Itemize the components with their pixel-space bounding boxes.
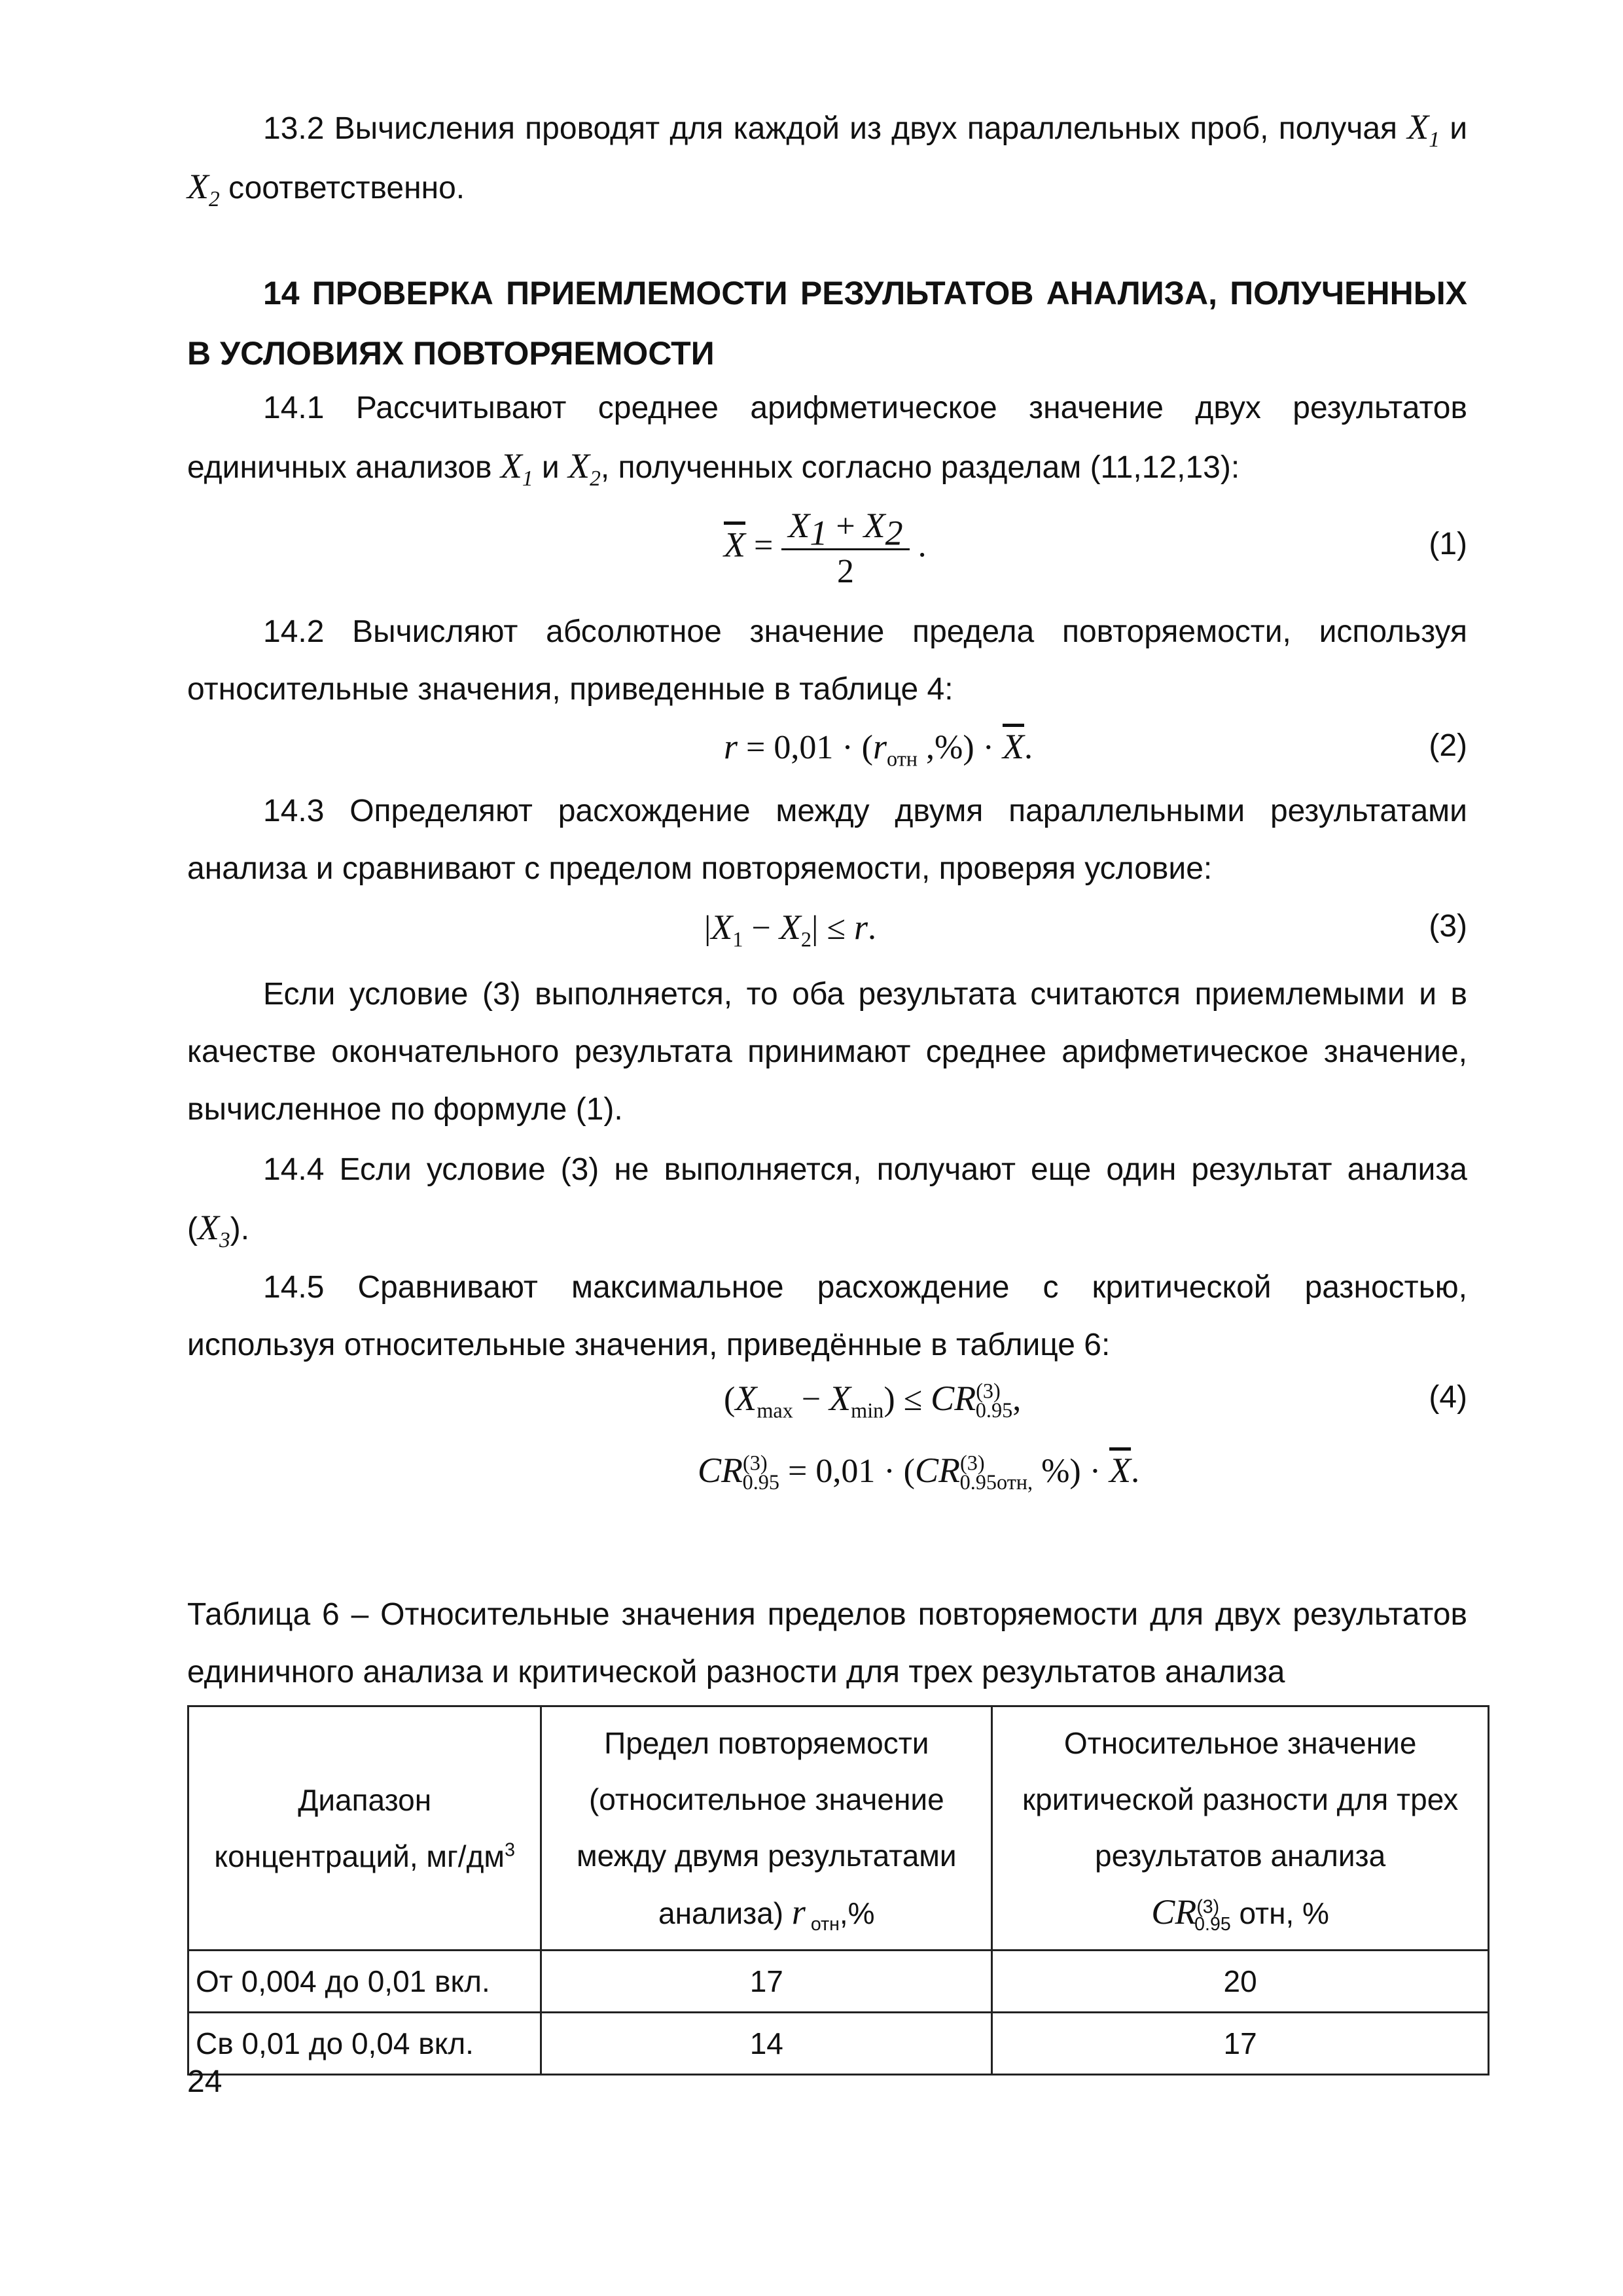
header-repeatability-limit: Предел повторяемости (относительное значение между двумя результатами анализа) r $_{отн}$,% xyxy=(541,1706,992,1951)
cell-critical: 17 xyxy=(992,2013,1489,2075)
cell-repeatability: 14 xyxy=(541,2013,992,2075)
paragraph-13-2: 13.2 Вычисления проводят для каждой из двух параллельных проб, получая $X_1$ и $X_2$ соответственно. xyxy=(187,107,1468,211)
cell-repeatability: 17 xyxy=(541,1951,992,2013)
paragraph-14-3: 14.3 Определяют расхождение между двумя параллельными результатами анализа и сравнивают с пределом повторяемости, проверяя условие: xyxy=(187,794,1467,886)
formula-number: (1) xyxy=(1429,527,1467,561)
header-concentration-range: Диапазон концентраций, $мг/дм^3$ xyxy=(188,1706,541,1951)
cell-range: От 0,004 до 0,01 вкл. xyxy=(188,1951,541,2013)
paragraph-14-5: 14.5 Сравнивают максимальное расхождение с критической разностью, используя относительные значения, приведённые в таблице 6: xyxy=(187,1270,1467,1362)
formula-1: $\overline{X}$ = $\frac{X_1 + X_2}{2}$ . (1) xyxy=(187,504,1467,602)
formula-number: (2) xyxy=(1429,728,1467,763)
cell-critical: 20 xyxy=(992,1951,1489,2013)
section-heading-14: 14 ПРОВЕРКА ПРИЕМЛЕМОСТИ РЕЗУЛЬТАТОВ АНАЛИЗА, ПОЛУЧЕННЫХ В УСЛОВИЯХ ПОВТОРЯЕМОСТИ xyxy=(187,275,1467,372)
formula-cr-definition: $CR^{(3)}_{0.95} = 0,01 \cdot (CR^{(3)}_{0.95отн,}$ %) · $\overline{X}$. xyxy=(698,1451,1140,1494)
table-caption: Таблица 6 – Относительные значения пределов повторяемости для двух результатов единичного анализа и критической разности для трех результатов анализа xyxy=(187,1597,1467,1689)
header-critical-range: Относительное значение критической разности для трех результатов анализа $CR^{(3)}_{0.95}$ отн, % xyxy=(992,1706,1489,1951)
formula-2: $r = 0,01 \cdot (r_{отн}$ ,%) · $\overline{X}$. (2) xyxy=(724,727,1467,771)
formula-number: (4) xyxy=(1429,1380,1467,1415)
formula-4: $(X_{max} - X_{min}) \le CR^{(3)}_{0.95}$, (4) xyxy=(724,1379,1467,1422)
var-x2: $X_2$ xyxy=(568,446,601,491)
fraction: $\frac{X_1 + X_2}{2}$ xyxy=(781,504,909,593)
page-number: 24 xyxy=(187,2064,223,2099)
mean-x: $\overline{X}$ xyxy=(724,525,745,565)
var-x1: $X_1$ xyxy=(500,446,533,491)
table-6 xyxy=(187,1705,1489,2075)
var-x3: $X_3$ xyxy=(197,1208,230,1252)
paragraph-condition: Если условие (3) выполняется, то оба результата считаются приемлемыми и в качестве окончательного результата принимают среднее арифметическое значение, вычисленное по формуле (1). xyxy=(187,977,1467,1127)
paragraph-14-2: 14.2 Вычисляют абсолютное значение предела повторяемости, используя относительные значения, приведенные в таблице 4: xyxy=(187,614,1467,707)
table-header-row xyxy=(188,1706,1489,1951)
var-x2: $X_2$ xyxy=(187,167,220,211)
paragraph-14-1: 14.1 Рассчитывают среднее арифметическое значение двух результатов единичных анализов $X_1$ и $X_2$, полученных согласно разделам (11,12,13): xyxy=(187,391,1467,491)
table-row xyxy=(188,2013,1489,2075)
formula-number: (3) xyxy=(1429,909,1467,944)
var-x1: $X_1$ xyxy=(1407,107,1440,152)
cell-range: Св 0,01 до 0,04 вкл. xyxy=(188,2013,541,2075)
table-row xyxy=(188,1951,1489,2013)
formula-3: $|X_1 - X_2| \le r$. (3) xyxy=(704,908,1467,951)
paragraph-14-4: 14.4 Если условие (3) не выполняется, получают еще один результат анализа $(X_3)$. xyxy=(187,1152,1467,1252)
